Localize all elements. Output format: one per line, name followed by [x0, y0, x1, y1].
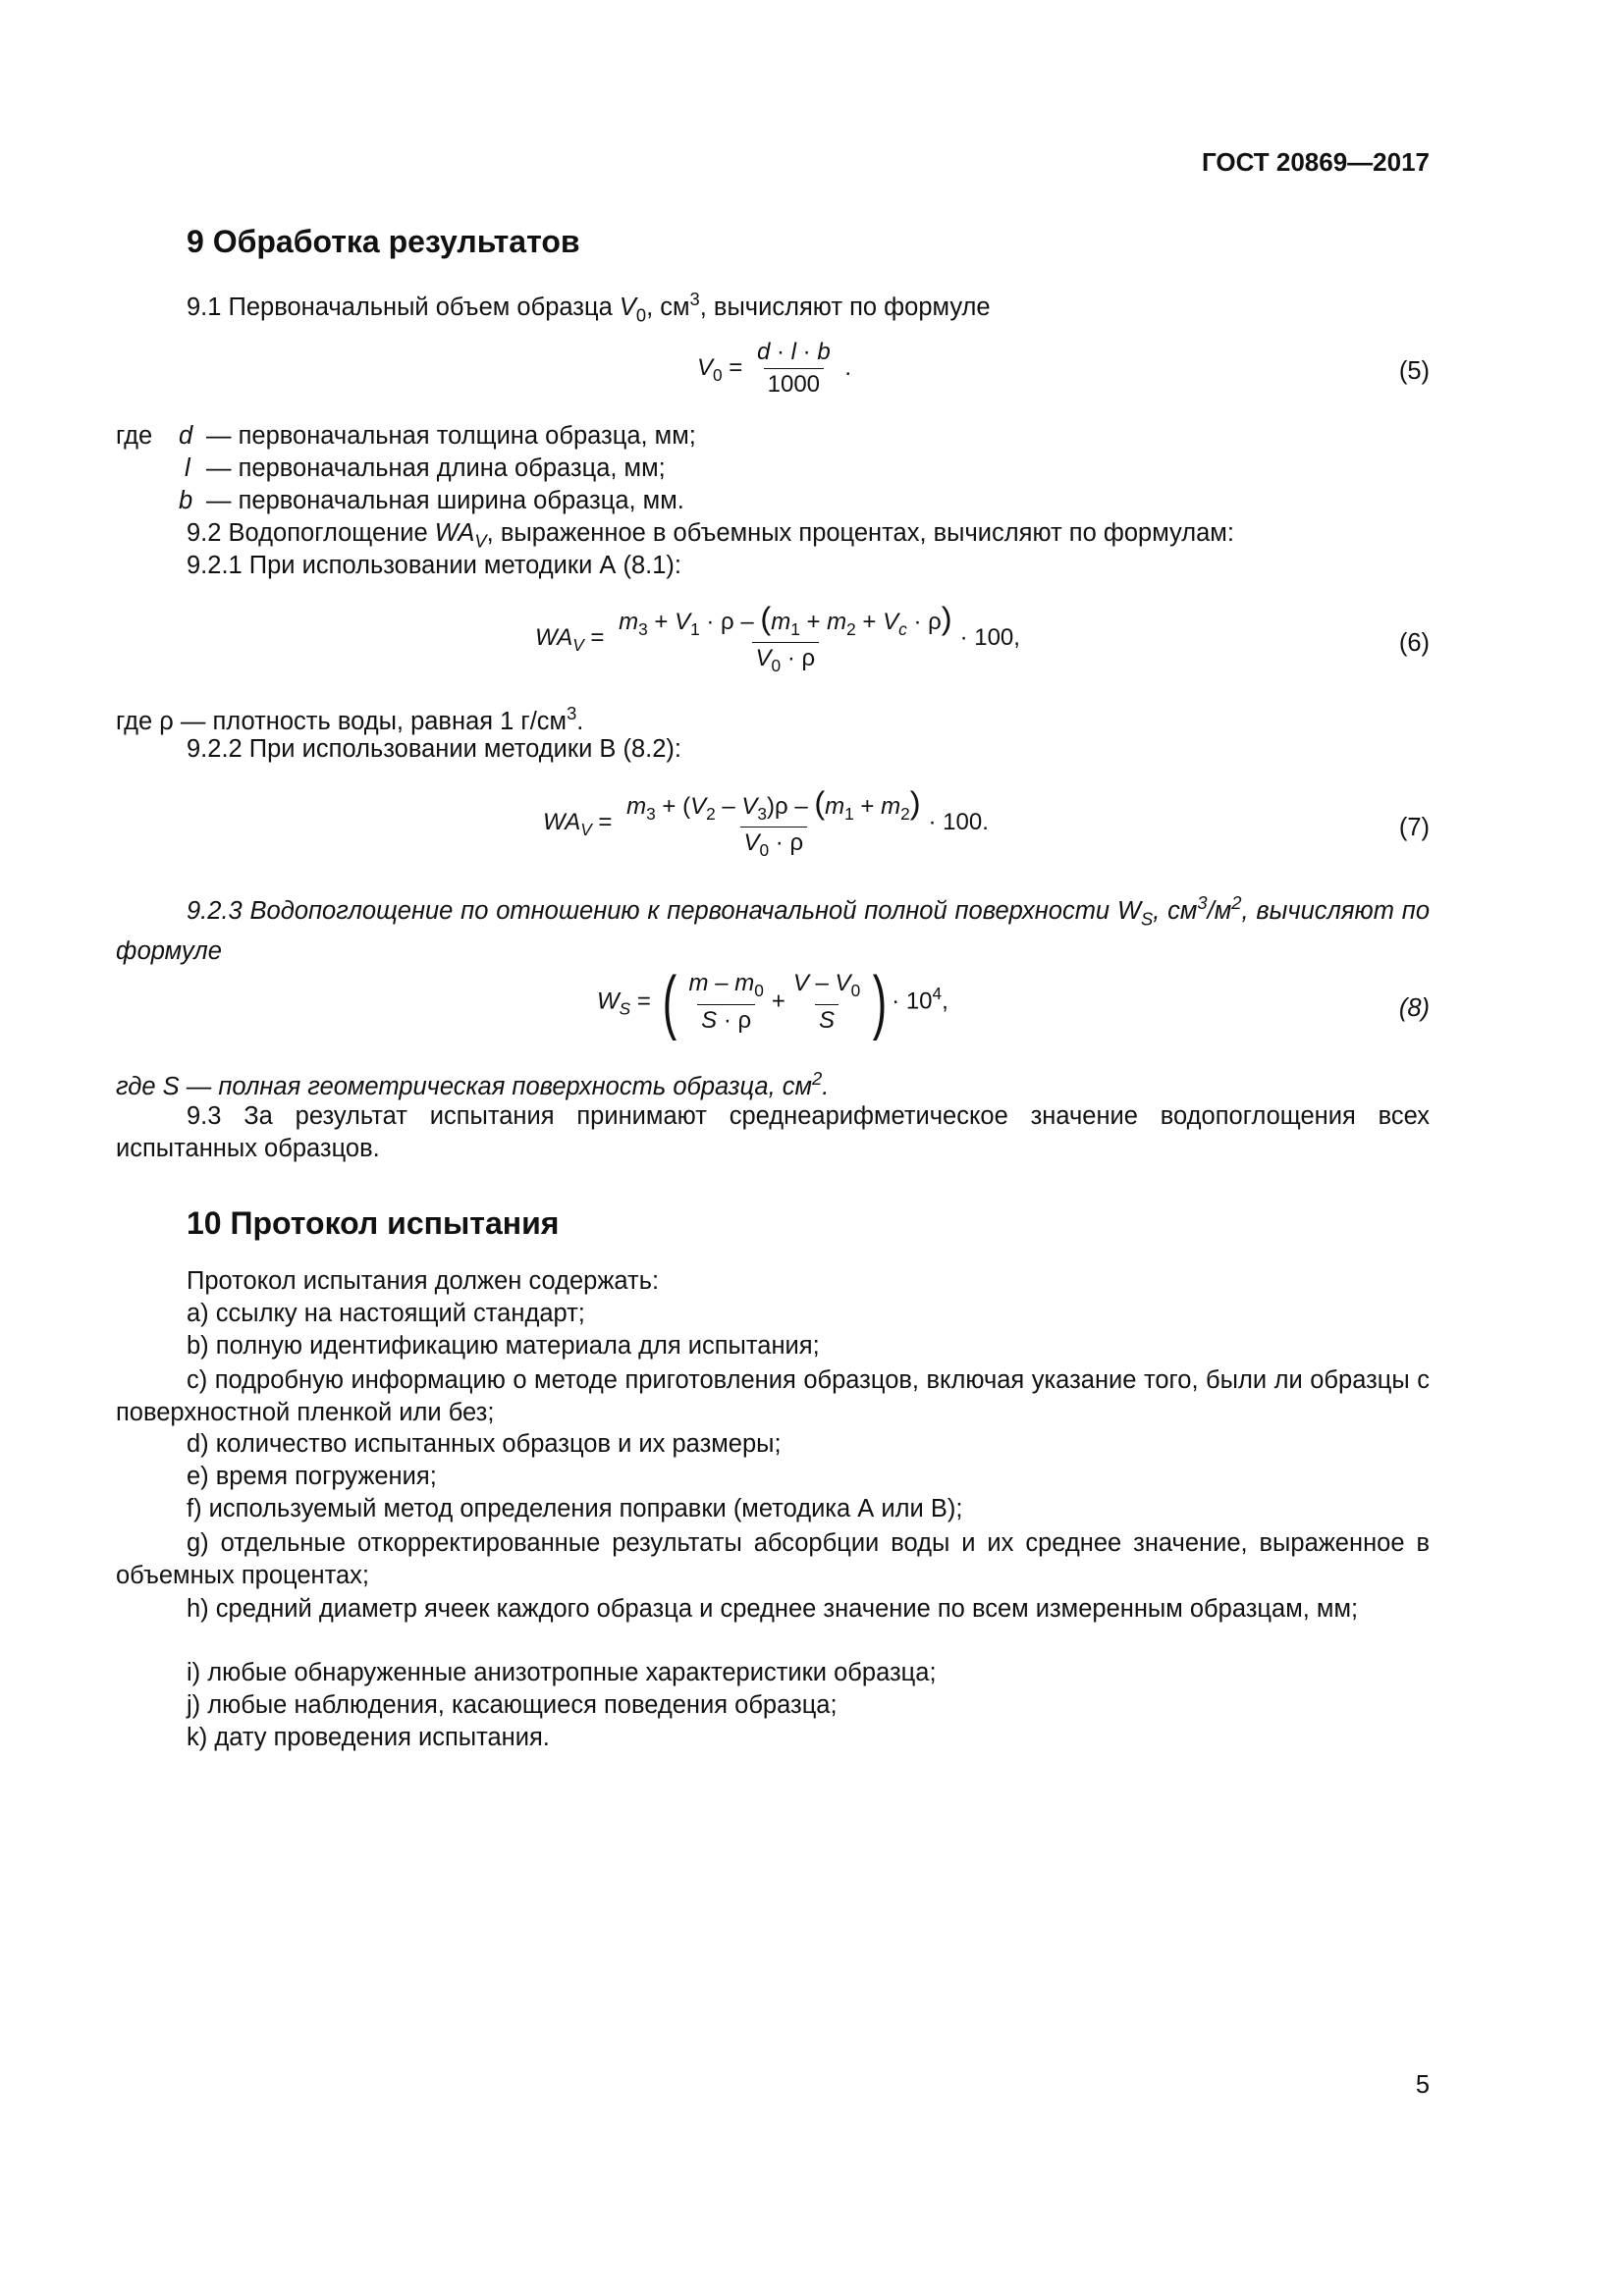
paragraph-9-1: 9.1 Первоначальный объем образца $V_0$, $см^3$, вычисляют по формуле: [187, 289, 991, 326]
equation-number-7: (7): [1398, 814, 1430, 841]
s-definition: где S — полная геометрическая поверхность образца, $см^2$.: [116, 1068, 830, 1101]
list-item-i: i) любые обнаруженные анизотропные характеристики образца;: [187, 1659, 937, 1686]
equation-number-5: (5): [1398, 357, 1430, 385]
standard-number: ГОСТ 20869—2017: [1202, 147, 1430, 177]
equation-number-8: (8): [1398, 994, 1430, 1022]
list-item-e: e) время погружения;: [187, 1463, 437, 1490]
rho-definition: где ρ — плотность воды, равная 1 $г/см^3$.: [116, 703, 584, 736]
list-item-g: g) отдельные откорректированные результаты абсорбции воды и их среднее значение, выраженное в объемных процентах;: [116, 1529, 1430, 1589]
paragraph-9-3: 9.3 За результат испытания принимают среднеарифметическое значение водопоглощения всех испытанных образцов.: [116, 1102, 1430, 1162]
list-item-d: d) количество испытанных образцов и их размеры;: [187, 1430, 782, 1458]
list-item-a: a) ссылку на настоящий стандарт;: [187, 1300, 585, 1327]
formula-6: $WA_V$ = $\frac{m_3 + V_1 \cdot \rho - (m_1 + m_2 + V_c \cdot \rho)}{V_0 \cdot \rho}$ · 100,: [535, 601, 1020, 676]
list-item-j: j) любые наблюдения, касающиеся поведения образца;: [187, 1691, 838, 1719]
def-symbol-l: l: [185, 454, 190, 482]
section-9-title: 9 Обработка результатов: [187, 224, 580, 259]
def-text-d: — первоначальная толщина образца, мм;: [206, 422, 696, 450]
def-text-b: — первоначальная ширина образца, мм.: [206, 487, 684, 514]
protocol-intro: Протокол испытания должен содержать:: [187, 1267, 660, 1295]
paragraph-9-2: 9.2 Водопоглощение $WA_V$, выраженное в объемных процентах, вычисляют по формулам:: [187, 519, 1234, 552]
paragraph-9-2-2: 9.2.2 При использовании методики В (8.2):: [187, 735, 682, 763]
formula-7: $WA_V$ = $\frac{m_3 + (V_2 - V_3)\rho - (m_1 + m_2)}{V_0 \cdot \rho}$ · 100.: [543, 785, 989, 861]
list-item-h: h) средний диаметр ячеек каждого образца и среднее значение по всем измеренным образцам, мм;: [187, 1595, 1359, 1623]
equation-number-6: (6): [1398, 629, 1430, 657]
paragraph-9-2-1: 9.2.1 При использовании методики А (8.1):: [187, 552, 682, 579]
section-10-title: 10 Протокол испытания: [187, 1205, 560, 1241]
list-item-f: f) используемый метод определения поправки (методика А или В);: [187, 1495, 963, 1522]
def-symbol-b: b: [179, 487, 193, 514]
where-label: где: [116, 422, 153, 450]
formula-8: $W_S$ = ( $\frac{m - m_0}{S \cdot \rho}$ + $\frac{V - V_0}{S}$ ) · $10^4$,: [597, 963, 948, 1041]
def-symbol-d: d: [179, 422, 193, 450]
def-text-l: — первоначальная длина образца, мм;: [206, 454, 666, 482]
formula-5: $V_0$ = $\frac{d \cdot l \cdot b}{1000}$ .: [697, 339, 852, 398]
page-number: 5: [1415, 2071, 1430, 2099]
list-item-b: b) полную идентификацию материала для испытания;: [187, 1332, 820, 1360]
list-item-c: c) подробную информацию о методе приготовления образцов, включая указание того, были ли образцы с поверхностной пленкой или без;: [116, 1366, 1430, 1426]
list-item-k: k) дату проведения испытания.: [187, 1724, 550, 1751]
paragraph-9-2-3: 9.2.3 Водопоглощение по отношению к первоначальной полной поверхности $W_S$, $см^3/м^2$, вычисляют по формуле: [116, 892, 1431, 965]
